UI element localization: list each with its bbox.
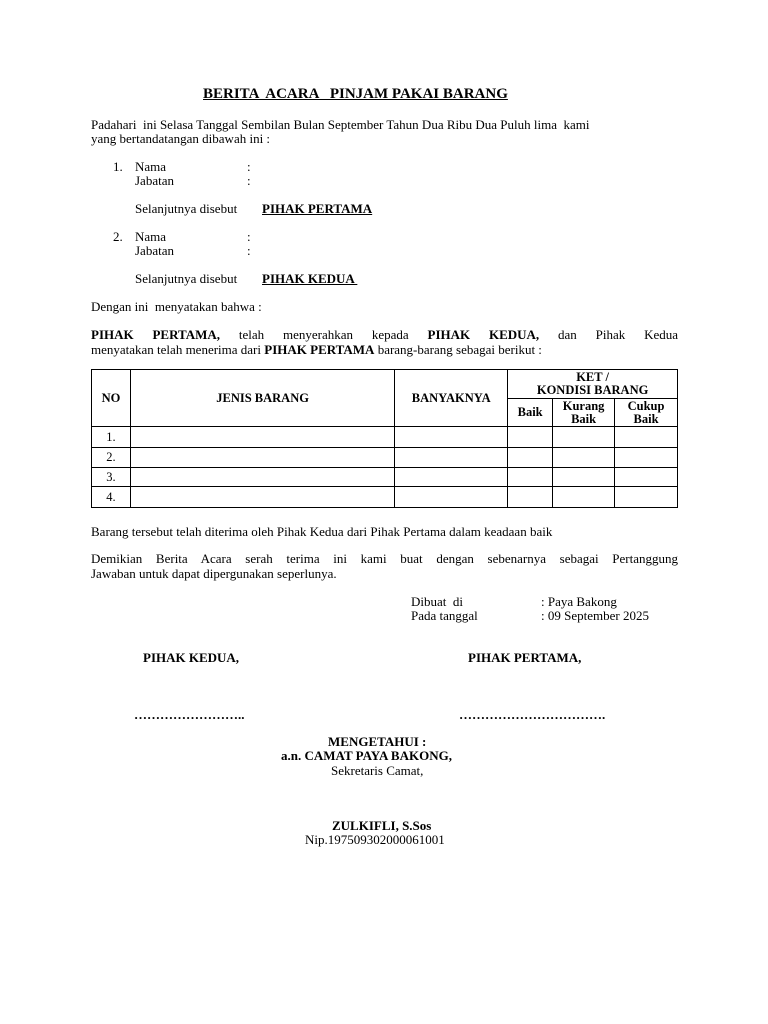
party2-number: 2. [113, 229, 123, 244]
party2-jabatan-label: Jabatan [135, 243, 174, 258]
header-no: NO [92, 370, 131, 427]
row-qty-cell [395, 427, 508, 448]
row-good-cell [508, 487, 553, 508]
row-adequate-cell [615, 448, 678, 468]
row-good-cell [508, 468, 553, 487]
row-fair-cell [553, 448, 615, 468]
closing-line-2: Jawaban untuk dapat dipergunakan seperlunya. [91, 566, 337, 581]
row-adequate-cell [615, 487, 678, 508]
row-fair-cell [553, 468, 615, 487]
row-number: 2. [92, 448, 131, 468]
sign-right-dots: ……………………………. [459, 707, 606, 722]
party1-referred-name: PIHAK PERTAMA [262, 201, 373, 216]
date-value: : 09 September 2025 [541, 608, 649, 623]
acknowledge-heading: MENGETAHUI : [328, 734, 427, 749]
party2-referred-prefix: Selanjutnya disebut [135, 271, 238, 286]
subheader-fair-line-2: Baik [571, 411, 597, 426]
items-table [91, 369, 678, 508]
handover-line-1 [91, 327, 678, 342]
handover-party2-bold: PIHAK KEDUA, [427, 327, 540, 342]
row-fair-cell [553, 427, 615, 448]
party1-nama-colon: : [247, 159, 251, 174]
row-number: 4. [92, 487, 131, 508]
row-qty-cell [395, 448, 508, 468]
party2-nama-label: Nama [135, 229, 167, 244]
handover-text-3: menyatakan telah menerima dari [91, 342, 262, 357]
camat-line: a.n. CAMAT PAYA BAKONG, [281, 748, 452, 763]
received-note: Barang tersebut telah diterima oleh Pihak Kedua dari Pihak Pertama dalam keadaan baik [91, 524, 553, 539]
made-at-value: : Paya Bakong [541, 594, 617, 609]
document-title: BERITA ACARA PINJAM PAKAI BARANG [203, 86, 508, 102]
row-qty-cell [395, 468, 508, 487]
row-item-cell [130, 427, 394, 448]
header-item-type: JENIS BARANG [130, 370, 394, 427]
row-qty-cell [395, 487, 508, 508]
sign-left-dots: …………………….. [134, 707, 245, 722]
handover-text-1: telah menyerahkan kepada [238, 327, 409, 342]
subheader-adequate-line-1: Cukup [627, 398, 665, 413]
party1-jabatan-colon: : [247, 173, 251, 188]
header-condition-line-1: KET / [576, 370, 609, 384]
party1-nama-label: Nama [135, 159, 167, 174]
official-name: ZULKIFLI, S.Sos [332, 818, 432, 833]
intro-line-2: yang bertandatangan dibawah ini : [91, 131, 271, 146]
table-row [92, 468, 678, 487]
row-item-cell [130, 487, 394, 508]
party2-referred-name: PIHAK KEDUA [262, 271, 358, 286]
party1-jabatan-label: Jabatan [135, 173, 174, 188]
handover-line-2 [91, 342, 542, 357]
header-condition-line-2: KONDISI BARANG [536, 383, 649, 397]
sign-right-title: PIHAK PERTAMA, [468, 650, 582, 665]
subheader-good: Baik [508, 399, 553, 427]
handover-party1-bold: PIHAK PERTAMA, [91, 327, 221, 342]
row-adequate-cell [615, 468, 678, 487]
party2-nama-colon: : [247, 229, 251, 244]
closing-line-1: Demikian Berita Acara serah terima ini kami buat dengan sebenarnya sebagai Pertanggung [91, 551, 678, 566]
header-quantity: BANYAKNYA [395, 370, 508, 427]
row-number: 3. [92, 468, 131, 487]
handover-party1-bold-2: PIHAK PERTAMA [264, 342, 375, 357]
subheader-adequate [615, 399, 678, 427]
row-good-cell [508, 448, 553, 468]
party2-jabatan-colon: : [247, 243, 251, 258]
row-item-cell [130, 468, 394, 487]
subheader-fair [553, 399, 615, 427]
secretary-title: Sekretaris Camat, [331, 763, 424, 778]
row-item-cell [130, 448, 394, 468]
row-fair-cell [553, 487, 615, 508]
row-number: 1. [92, 427, 131, 448]
subheader-adequate-line-2: Baik [633, 411, 659, 426]
handover-text-4: barang-barang sebagai berikut : [377, 342, 542, 357]
party1-referred-prefix: Selanjutnya disebut [135, 201, 238, 216]
statement-intro: Dengan ini menyatakan bahwa : [91, 299, 262, 314]
row-adequate-cell [615, 427, 678, 448]
sign-left-title: PIHAK KEDUA, [143, 650, 240, 665]
handover-text-2: dan Pihak Kedua [558, 327, 678, 342]
header-condition [508, 370, 678, 399]
row-good-cell [508, 427, 553, 448]
official-nip: Nip.197509302000061001 [305, 832, 445, 847]
date-label: Pada tanggal [411, 608, 478, 623]
table-row [92, 448, 678, 468]
intro-line-1: Padahari ini Selasa Tanggal Sembilan Bulan September Tahun Dua Ribu Dua Puluh lima kami [91, 117, 590, 132]
table-row [92, 487, 678, 508]
party1-number: 1. [113, 159, 123, 174]
subheader-fair-line-1: Kurang [562, 398, 605, 413]
table-row [92, 427, 678, 448]
made-at-label: Dibuat di [411, 594, 463, 609]
